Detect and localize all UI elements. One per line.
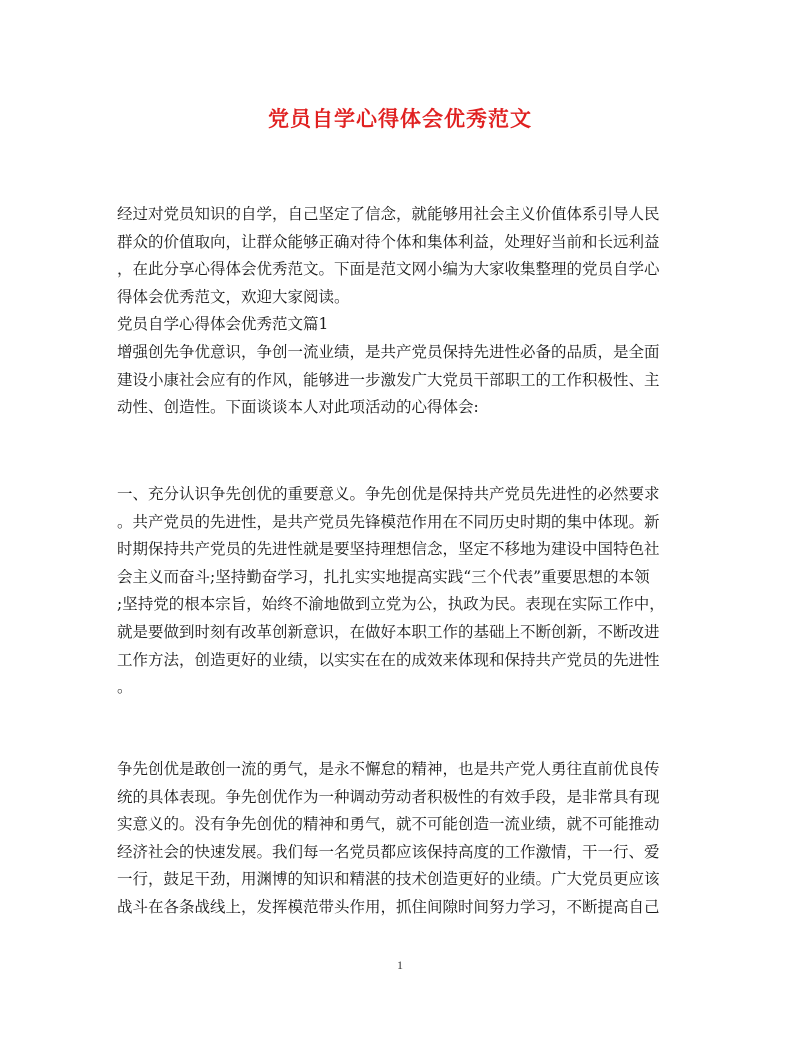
page-number: 1	[397, 958, 403, 972]
paragraph-block-1	[117, 481, 692, 702]
document-title: 党员自学心得体会优秀范文	[268, 106, 532, 131]
section-heading: 党员自学心得体会优秀范文篇1	[117, 315, 329, 334]
body-paragraph-1: 一、充分认识争先创优的重要意义。争先创优是保持共产党员先进性的必然要求 。共产党员的先进性，是共产党员先锋模范作用在不同历史时期的集中体现。新 时期保持共产党员的先进性就是要坚持理想信念，坚定不移地为建设中国特色社 会主义而奋斗;坚持勤奋学习，扎扎实实地提高实践“三个代表”重要思想的本领 ;坚持党的根本宗旨，始终不渝地做到立党为公，执政为民。表现在实际工作中， 就是要做到时刻有改革创新意识，在做好本职工作的基础上不断创新，不断改进 工作方法，创造更好的业绩，以实实在在的成效来体现和保持共产党员的先进性 。	[117, 485, 665, 697]
body-paragraph-2: 争先创优是敢创一流的勇气，是永不懈怠的精神，也是共产党人勇往直前优良传 统的具体表现。争先创优作为一种调动劳动者积极性的有效手段，是非常具有现 实意义的。没有争先创优的精神和勇气，就不可能创造一流业绩，就不可能推动 经济社会的快速发展。我们每一名党员都应该保持高度的工作激情，干一行、爱 一行，鼓足干劲，用渊博的知识和精湛的技术创造更好的业绩。广大党员更应该 战斗在各条战线上，发挥模范带头作用，抓住间隙时间努力学习，不断提高自己	[117, 760, 660, 916]
lead-paragraph: 增强创先争优意识，争创一流业绩，是共产党员保持先进性必备的品质，是全面 建设小康社会应有的作风，能够进一步激发广大党员干部职工的工作积极性、主 动性、创造性。下面谈谈本人对此项活动的心得体会:	[117, 342, 660, 417]
intro-paragraph: 经过对党员知识的自学，自己坚定了信念，就能够用社会主义价值体系引导人民 群众的价值取向，让群众能够正确对待个体和集体利益，处理好当前和长远利益 ，在此分享心得体会优秀范文。下面是范文网小编为大家收集整理的党员自学心 得体会优秀范文，欢迎大家阅读。	[117, 205, 660, 306]
intro-block	[117, 201, 692, 422]
paragraph-block-2	[117, 756, 692, 922]
